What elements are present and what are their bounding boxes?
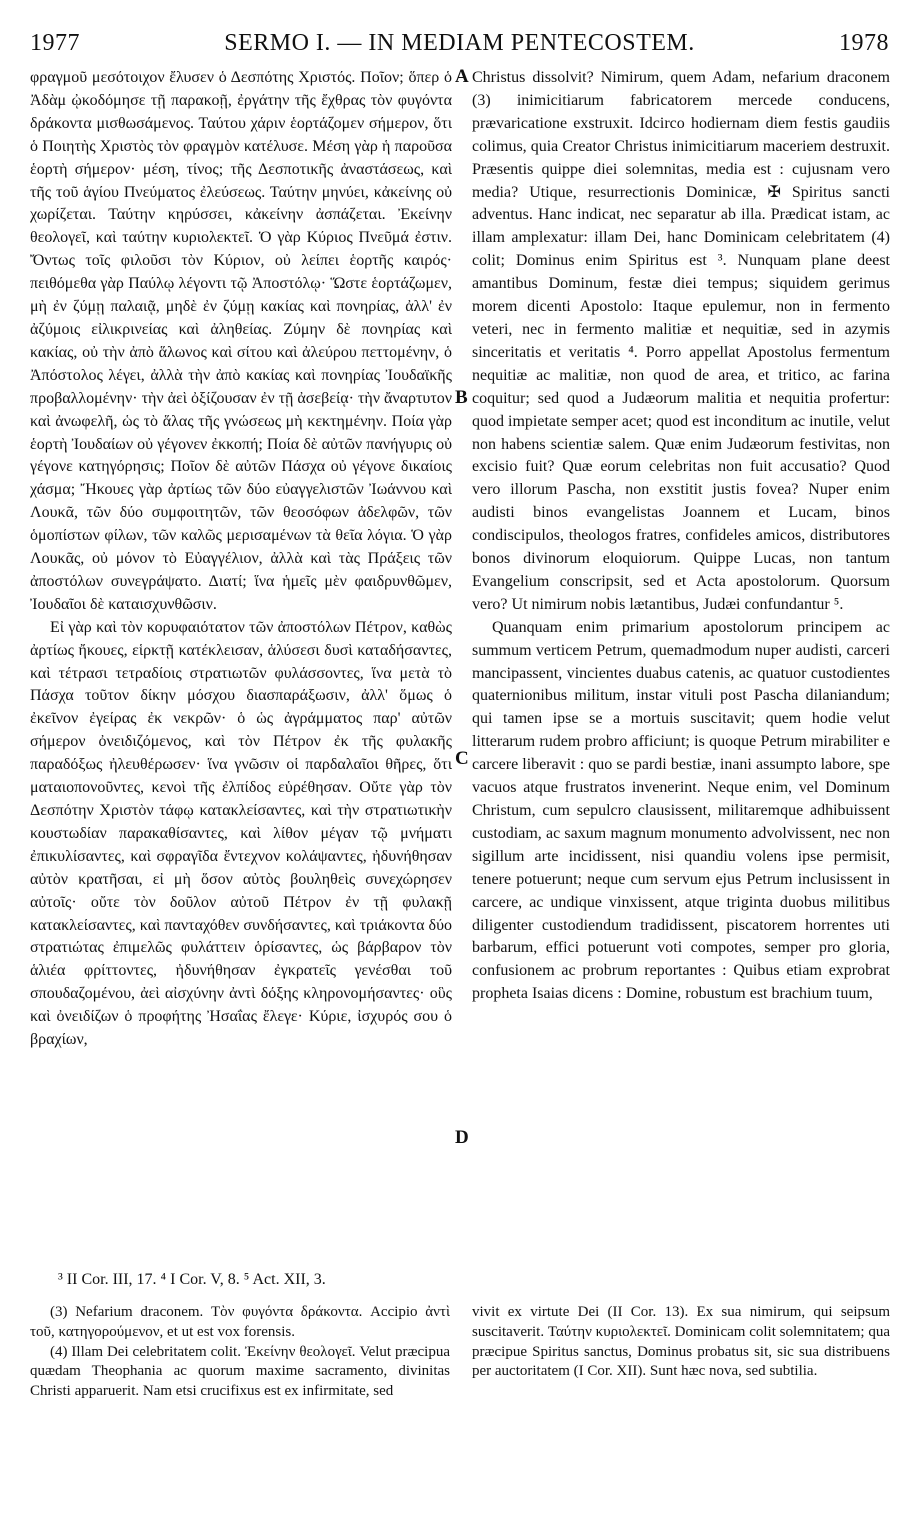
running-title: SERMO I. — IN MEDIAM PENTECOSTEM. [224, 30, 695, 56]
note: (3) Nefarium draconem. Τὸν φυγόντα δράκοντα. Accipio ἀντὶ τοῦ, κατηγορούμενον, et ut est vox forensis. [30, 1304, 450, 1340]
latin-paragraph: Christus dissolvit? Nimirum, quem Adam, nefarium draconem (3) inimicitiarum fabricatorem mercede conducens, prævaricatione exstruxit. Idcirco hodiernam diem festis gaudiis colimus, quia Creator Christus inimicitiarum maceriem destruxit. Præsentis quippe diei solemnitas, media est : cujusnam vero media? Utique, resurrectionis Dominicæ, ✠ Spiritus sancti adventus. Hanc indicat, nec separatur ab illa. Prædicat istam, ac illam amplexatur: illam Dei, hanc Dominicam celebritatem (4) colit; Dominus enim Spiritus est ³. Nunquam plane deest amantibus Dominum, festæ diei tempus; siquidem gerimus morem dicenti Apostolo: Itaque epulemur, non in fermento veteri, nec in fermento malitiæ et nequitiæ, sed in azymis sinceritatis et veritatis ⁴. Porro appellat Apostolus fermentum nequitiæ ac malitiæ, non quod de area, et tritico, ac farina coquitur; sed quod a Judæorum malitia et nequitia profertur: quod impietate semper acet; quod est inconditum ac inutile, velut non habens scientiæ salem. Quæ enim Judæorum festivitas, non excisio fuit? Quæ eorum celebritas non fuit accusatio? Quod vero illorum Pascha, non exstitit justis fovea? Nuper enim audisti binos evangelistas Joannem et Lucam, binos condiscipulos, theologos fratres, confideles amicos, distributores bonos divinorum eloquiorum. Quippe Lucas, non tantum Evangelium conscripsit, sed et Acta apostolorum. Quorsum vero? Ut nimirum nobis lætantibus, Judæi confundantur ⁵. [472, 69, 890, 613]
section-marker-d: D [455, 1127, 469, 1148]
latin-column [472, 67, 890, 1006]
note: (4) Illam Dei celebritatem colit. Ἐκείνην θεολογεῖ. Velut præcipua quædam Theophania ac quorum maxime sacramento, divinitas Christi apparuerit. Nam etsi crucifixus est ex infirmitate, sed [30, 1343, 450, 1400]
page-number-right: 1978 [839, 30, 889, 56]
page-number-left: 1977 [30, 30, 80, 56]
section-marker-b: B [455, 387, 468, 408]
section-marker-a: A [455, 66, 469, 87]
notes-right-column [472, 1303, 890, 1382]
latin-paragraph: Quanquam enim primarium apostolorum principem ac summum verticem Petrum, quemadmodum nuper audisti, carceri mancipassent, vincientes duabus catenis, ac quatuor custodientes quaternionibus militum, instar vituli post Pascha dilaniandum; qui tamen ipse se a mortuis suscitavit; quem hodie velut litterarum rudem probro afficiunt; is quoque Petrum mirabiliter e carcere liberavit : quo se pardi bestiæ, inani assumpto labore, spe vacuos atque frustratos invenerint. Neque enim, vel Dominum Christum, cum sepulcro clausissent, militaremque adhibuissent custodiam, ac saxum magnum monumento advolvissent, nec non sigillum arte incidissent, nisi quandiu volens ipse permisit, tenere potuerunt; neque cum servum ejus Petrum inclusissent in carcere, ac undique vinxissent, atque triginta duobus militibus diligenter custodiendum tradidissent, piscatorem horrentes uti barbarum, effici potuerunt voti compotes, semper pro gloria, confusionem ac probrum reportantes : Quibus etiam exprobrat propheta Isaias dicens : Domine, robustum est brachium tuum, [472, 618, 890, 1003]
section-marker-c: C [455, 748, 469, 769]
notes-left-column [30, 1303, 450, 1402]
greek-column [30, 67, 452, 1052]
footnote-references: ³ II Cor. III, 17. ⁴ I Cor. V, 8. ⁵ Act. XII, 3. [58, 1271, 326, 1288]
greek-paragraph: Εἰ γὰρ καὶ τὸν κορυφαιότατον τῶν ἀποστόλων Πέτρον, καθὼς ἀρτίως ἤκουες, εἱρκτῇ κατέκλεισαν, ἁλύσεσι δυσὶ καταδήσαντες, καὶ τέτρασι τετραδίοις στρατιωτῶν φυλάσσοντες, ἵνα μετὰ τὸ Πάσχα τοῦτον δίκην μόσχου διασπαράξωσιν, ἀλλ' ὅμως ὁ ἐκεῖνον ἐγείρας ἐκ νεκρῶν· ὁ ὡς ἀγράμματος παρ' αὐτῶν σήμερον ὀνειδιζόμενος, καὶ τὸν Πέτρον ἐκ τῆς φυλακῆς παραδόξως ἠλευθέρωσεν· ἵνα γνῶσιν οἱ παρδαλαῖοι θῆρες, ὅτι ματαιοπονοῦντες, κενοὶ τῆς ἐλπίδος εὑρέθησαν. Οὔτε γὰρ τὸν Δεσπότην Χριστὸν τάφῳ κατακλείσαντες, καὶ τὴν στρατιωτικὴν κουστωδίαν παρακαθίσαντες, καὶ λίθον μέγαν τῷ μνήματι ἐπικυλίσαντες, καὶ σφραγῖδα ἔντεχνον κολάψαντες, ἠδυνήθησαν αὐτὸν κρατῆσαι, εἰ μὴ ὅσον αὐτὸς βουληθεὶς συνεχώρησεν αὐτοῖς· οὔτε τὸν δοῦλον αὐτοῦ Πέτρον ἐν τῇ φυλακῇ κατακλείσαντες, καὶ πανταχόθεν συνδήσαντες, καὶ τριάκοντα δύο στρατιώτας ἐπιμελῶς φυλάττειν ὁρίσαντες, ὡς βάρβαρον τὸν ἁλιέα φρίττοντες, ἠδυνήθησαν ἐγκρατεῖς γενέσθαι τοῦ σπουδαζομένου, ἀεὶ αἰσχύνην ἀντὶ δόξης κληρονομήσαντες· οὓς καὶ ὀνειδίζων ὁ προφήτης Ἠσαΐας ἔλεγε· Κύριε, ἰσχυρός σου ὁ βραχίων, [30, 618, 452, 1049]
greek-paragraph: φραγμοῦ μεσότοιχον ἔλυσεν ὁ Δεσπότης Χριστός. Ποῖον; ὅπερ ὁ Ἀδὰμ ᾠκοδόμησε τῇ παρακοῇ, ἐργάτην τῆς ἔχθρας τὸν φυγόντα δράκοντα μισθωσάμενος. Ταύτου χάριν ἑορτάζομεν σήμερον, ὅτι ὁ Ποιητὴς Χριστὸς τὸν φραγμὸν κατέλυσε. Μέση γὰρ ἡ παροῦσα ἑορτὴ σήμερον· μέση, τίνος; τῆς Δεσποτικῆς ἀναστάσεως, καὶ τῆς τοῦ ἁγίου Πνεύματος ἐλεύσεως. Ταύτην μηνύει, κἀκείνης οὐ χωρίζεται. Ταύτην κηρύσσει, κἀκείνην ἀσπάζεται. Ἐκείνην θεολογεῖ, καὶ ταύτην κυριολεκτεῖ. Ὁ γὰρ Κύριος Πνεῦμά ἐστιν. Ὄντως τοῖς φιλοῦσι τὸν Κύριον, οὐ λείπει ἑορτῆς καιρός· πειθόμεθα γὰρ Παύλῳ λέγοντι τῷ Ἀποστόλῳ· Ὥστε ἑορτάζωμεν, μὴ ἐν ζύμῃ παλαιᾷ, μηδὲ ἐν ζύμῃ κακίας καὶ πονηρίας, ἀλλ' ἐν ἀζύμοις εἰλικρινείας καὶ ἀληθείας. Ζύμην δὲ πονηρίας καὶ κακίας, οὐ τὴν ἀπὸ ἅλωνος καὶ σίτου καὶ ἀλεύρου πεττομένην, ὁ Ἀπόστολος λέγει, ἀλλὰ τὴν ἀπὸ κακίας καὶ πονηρίας Ἰουδαϊκῆς προβαλλομένην· τὴν ἀεὶ ὀξίζουσαν ἐν τῇ ἀσεβείᾳ· τὴν ἄναρτυτον καὶ ἀνωφελῆ, ὡς τὸ ἅλας τῆς γνώσεως μὴ κεκτημένην. Ποία γὰρ ἑορτὴ Ἰουδαίων οὐ γέγονεν ἐκκοπή; Ποία δὲ αὐτῶν πανήγυρις οὐ γέγονε κατηγόρησις; Ποῖον δὲ αὐτῶν Πάσχα οὐ γέγονε δικαίοις χάσμα; Ἤκουες γὰρ ἀρτίως τῶν δύο εὐαγγελιστῶν Ἰωάννου καὶ Λουκᾶ, τῶν δύο συμφοιτητῶν, τῶν θεοσόφων ἀδελφῶν, τῶν ὁμοπίστων φίλων, τῶν καλῶς μερισαμένων τὰ θεῖα λόγια. Ὁ γὰρ Λουκᾶς, οὐ μόνον τὸ Εὐαγγέλιον, ἀλλὰ καὶ τὰς Πράξεις τῶν ἀποστόλων συνεγράψατο. Διατί; ἵνα ἡμεῖς μὲν φαιδρυνθῶμεν, Ἰουδαῖοι δὲ καταισχυνθῶσιν. [30, 69, 453, 613]
note: vivit ex virtute Dei (II Cor. 13). Ex sua nimirum, qui seipsum suscitaverit. Ταύτην κυριολεκτεῖ. Dominicam colit solemnitatem; qua præcipue Spiritus sanctus, Dominus probatus sit, sic sua distribuens per auctoritatem (I Cor. XII). Sunt hæc nova, sed subtilia. [472, 1304, 891, 1380]
page-header [30, 30, 889, 60]
